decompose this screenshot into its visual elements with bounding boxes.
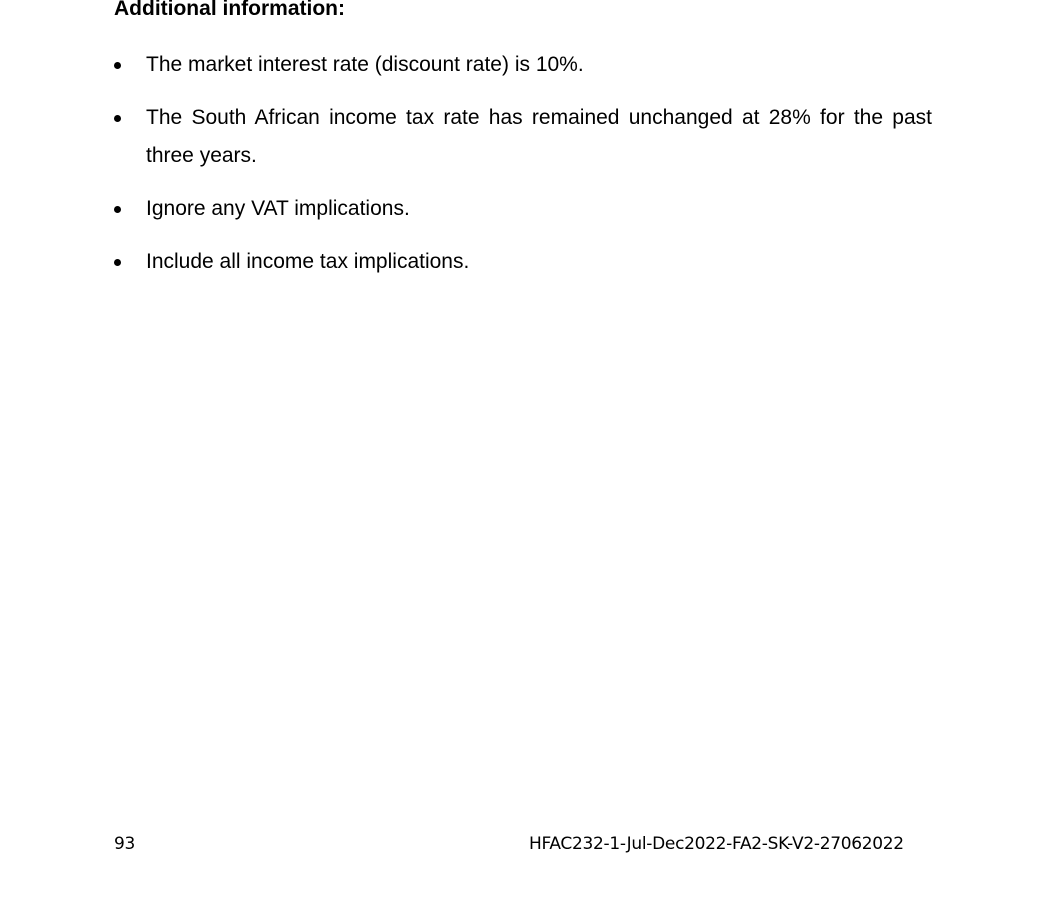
additional-information-list: [114, 46, 932, 296]
list-item: [114, 243, 932, 281]
list-item-text: Include all income tax implications.: [146, 250, 470, 273]
page-number: 93: [114, 834, 136, 854]
list-item-text: The market interest rate (discount rate) is 10%.: [146, 53, 584, 76]
section-heading: Additional information:: [114, 0, 345, 20]
bullet-icon: [114, 115, 121, 122]
list-item: [114, 46, 932, 84]
bullet-icon: [114, 62, 121, 69]
bullet-icon: [114, 259, 121, 266]
bullet-icon: [114, 206, 121, 213]
list-item: [114, 190, 932, 228]
list-item-text: The South African income tax rate has remained unchanged at 28% for the past three years.: [146, 106, 932, 167]
list-item: [114, 99, 932, 175]
list-item-text: Ignore any VAT implications.: [146, 197, 410, 220]
document-code: HFAC232-1-Jul-Dec2022-FA2-SK-V2-27062022: [529, 834, 904, 854]
